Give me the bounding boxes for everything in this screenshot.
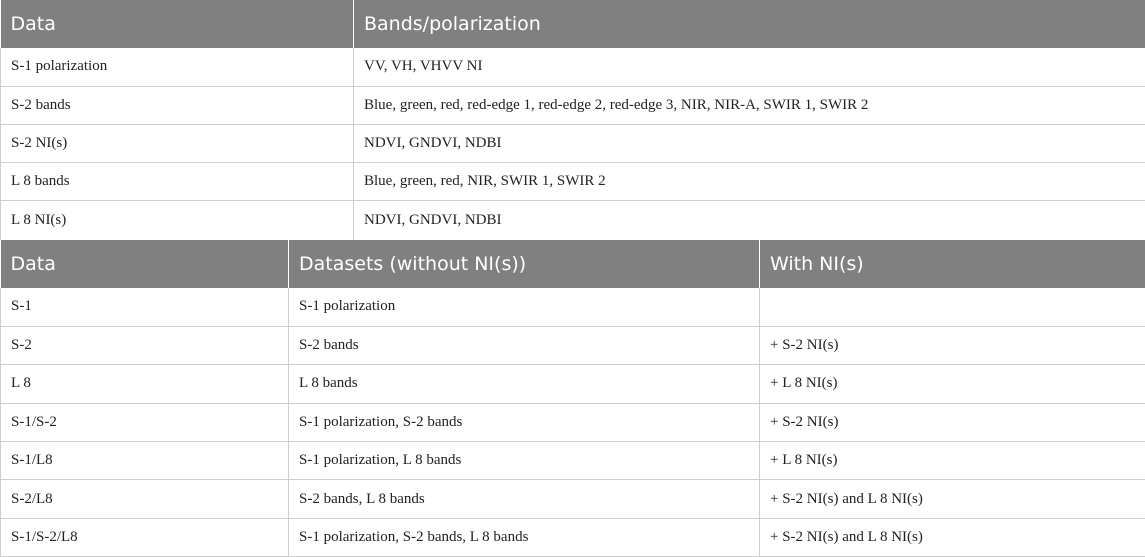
table-row: [1, 480, 1145, 518]
table-row: [1, 124, 1145, 162]
cell-bands: Blue, green, red, NIR, SWIR 1, SWIR 2: [354, 162, 1145, 200]
column-header-bands: Bands/polarization: [354, 0, 1145, 48]
table-row: [1, 326, 1145, 364]
cell-data: S-2 NI(s): [1, 124, 354, 162]
datasets-table: [0, 240, 1145, 557]
table-row: [1, 200, 1145, 240]
cell-with-ni: + S-2 NI(s): [760, 403, 1145, 441]
table-row: [1, 365, 1145, 403]
column-header-data: Data: [1, 0, 354, 48]
cell-datasets: S-1 polarization, S-2 bands: [289, 403, 760, 441]
cell-data: S-1/S-2: [1, 403, 289, 441]
cell-data: L 8 NI(s): [1, 200, 354, 240]
table-row: [1, 518, 1145, 556]
cell-data: S-1/S-2/L8: [1, 518, 289, 556]
column-header-datasets: Datasets (without NI(s)): [289, 240, 760, 288]
header-row: [1, 240, 1145, 288]
cell-bands: NDVI, GNDVI, NDBI: [354, 124, 1145, 162]
cell-with-ni: + S-2 NI(s): [760, 326, 1145, 364]
column-header-data: Data: [1, 240, 289, 288]
cell-with-ni: [760, 288, 1145, 326]
cell-datasets: S-1 polarization, L 8 bands: [289, 442, 760, 480]
cell-with-ni: + S-2 NI(s) and L 8 NI(s): [760, 480, 1145, 518]
cell-data: L 8: [1, 365, 289, 403]
table-row: [1, 48, 1145, 86]
table-row: [1, 442, 1145, 480]
table-row: [1, 403, 1145, 441]
cell-data: S-2: [1, 326, 289, 364]
cell-with-ni: + L 8 NI(s): [760, 442, 1145, 480]
cell-datasets: S-2 bands, L 8 bands: [289, 480, 760, 518]
cell-bands: NDVI, GNDVI, NDBI: [354, 200, 1145, 240]
cell-data: S-1 polarization: [1, 48, 354, 86]
cell-bands: Blue, green, red, red-edge 1, red-edge 2, red-edge 3, NIR, NIR-A, SWIR 1, SWIR 2: [354, 86, 1145, 124]
cell-with-ni: + S-2 NI(s) and L 8 NI(s): [760, 518, 1145, 556]
cell-bands: VV, VH, VHVV NI: [354, 48, 1145, 86]
cell-datasets: S-1 polarization: [289, 288, 760, 326]
column-header-with-ni: With NI(s): [760, 240, 1145, 288]
cell-datasets: S-1 polarization, S-2 bands, L 8 bands: [289, 518, 760, 556]
cell-datasets: L 8 bands: [289, 365, 760, 403]
bands-table: [0, 0, 1145, 240]
cell-data: S-1: [1, 288, 289, 326]
header-row: [1, 0, 1145, 48]
cell-data: S-2 bands: [1, 86, 354, 124]
cell-with-ni: + L 8 NI(s): [760, 365, 1145, 403]
cell-data: S-2/L8: [1, 480, 289, 518]
cell-data: S-1/L8: [1, 442, 289, 480]
cell-data: L 8 bands: [1, 162, 354, 200]
table-row: [1, 288, 1145, 326]
cell-datasets: S-2 bands: [289, 326, 760, 364]
table-row: [1, 86, 1145, 124]
table-row: [1, 162, 1145, 200]
